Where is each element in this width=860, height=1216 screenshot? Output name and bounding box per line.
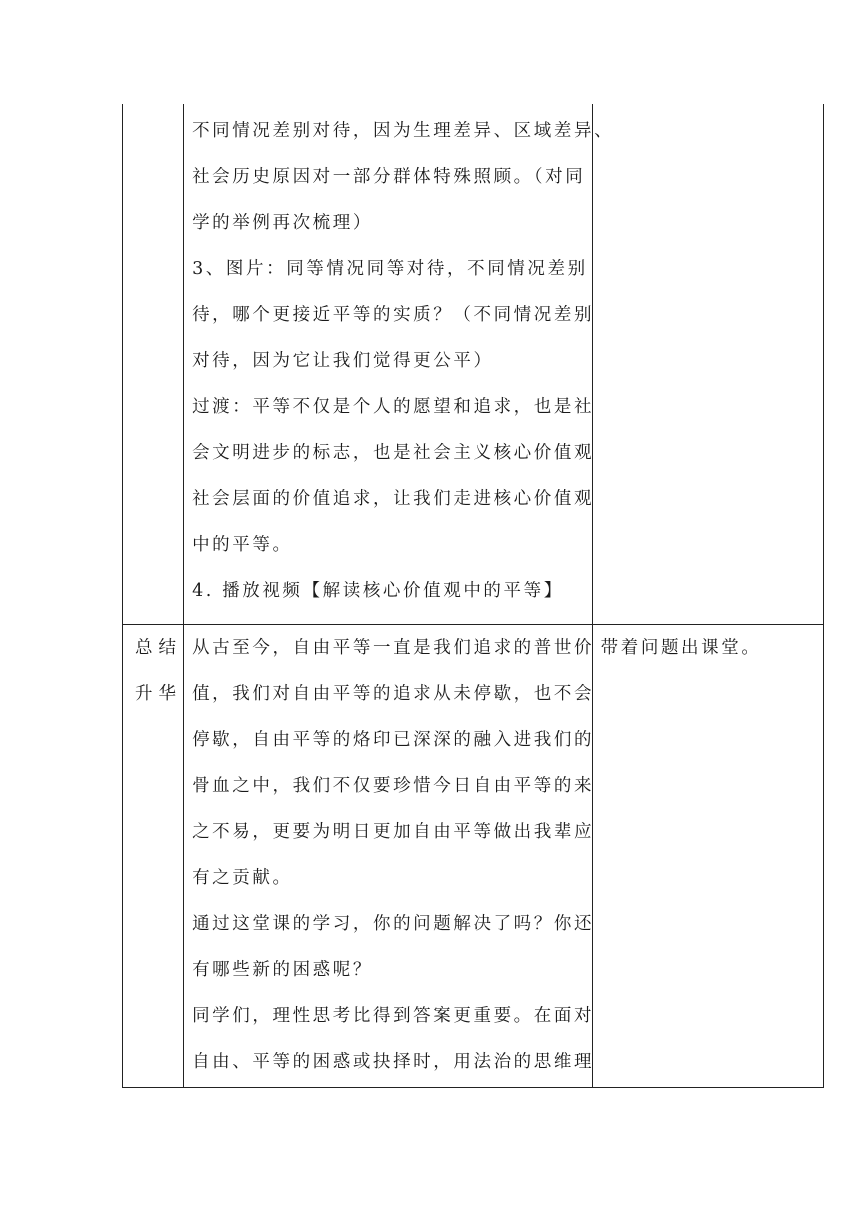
content-line: 通过这堂课的学习，你的问题解决了吗？你还 — [192, 914, 595, 934]
content-line: 停歇，自由平等的烙印已深深的融入进我们的 — [192, 730, 595, 750]
content-line: 有之贡献。 — [192, 868, 293, 888]
content-line: 自由、平等的困惑或抉择时，用法治的思维理 — [192, 1052, 595, 1072]
notes-text — [593, 104, 823, 118]
content-line: 有哪些新的困惑呢？ — [192, 960, 373, 980]
content-line: 对待，因为它让我们觉得更公平） — [192, 351, 494, 371]
content-line: 社会层面的价值追求，让我们走进核心价值观 — [192, 489, 595, 509]
content-text — [184, 104, 615, 624]
content-line: 待，哪个更接近平等的实质？（不同情况差别 — [192, 305, 595, 325]
summary-row — [123, 625, 824, 1088]
stage-label — [123, 625, 183, 717]
stage-cell — [123, 625, 184, 1088]
content-line: 社会历史原因对一部分群体特殊照顾。（对同 — [192, 167, 586, 187]
lesson-plan-table — [122, 104, 824, 1088]
content-line: 从古至今，自由平等一直是我们追求的普世价 — [192, 638, 595, 658]
content-line: 过渡：平等不仅是个人的愿望和追求，也是社 — [192, 397, 595, 417]
notes-cell — [592, 625, 823, 1088]
content-cell — [184, 104, 615, 625]
content-line: 3、图片：同等情况同等对待，不同情况差别 — [192, 259, 588, 279]
content-line: 中的平等。 — [192, 535, 293, 555]
content-line: 同学们，理性思考比得到答案更重要。在面对 — [192, 1006, 595, 1026]
stage-cell — [123, 104, 184, 625]
content-line: 不同情况差别对待，因为生理差异、区域差异、 — [192, 121, 615, 141]
content-line: 会文明进步的标志，也是社会主义核心价值观 — [192, 443, 595, 463]
stage-label-line: 总结 — [135, 638, 182, 658]
content-line: 骨血之中，我们不仅要珍惜今日自由平等的来 — [192, 776, 595, 796]
content-line: 4. 播放视频【解读核心价值观中的平等】 — [192, 581, 564, 601]
content-text — [184, 625, 595, 1087]
content-cell — [184, 625, 593, 1088]
content-line: 之不易，更要为明日更加自由平等做出我辈应 — [192, 822, 595, 842]
content-line: 值，我们对自由平等的追求从未停歇，也不会 — [192, 684, 595, 704]
notes-text: 带着问题出课堂。 — [600, 638, 762, 658]
continuation-row — [123, 104, 824, 625]
notes-cell — [592, 104, 823, 625]
content-line: 学的举例再次梳理） — [192, 213, 373, 233]
stage-label-line: 升华 — [135, 684, 182, 704]
